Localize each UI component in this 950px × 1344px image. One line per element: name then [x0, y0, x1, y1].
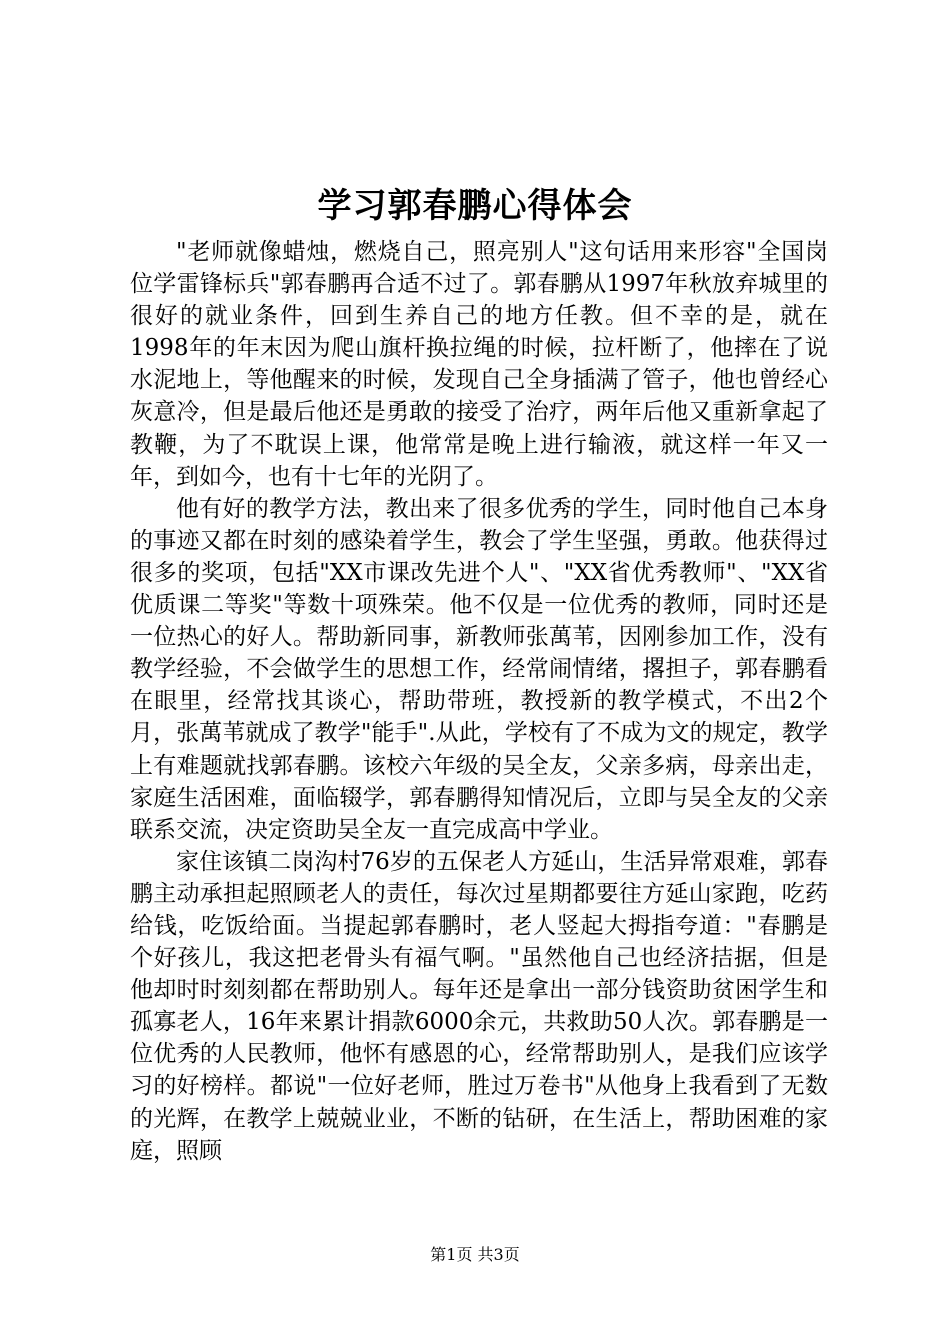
page-footer: 第1页 共3页 [430, 1245, 520, 1264]
paragraph-3: 家住该镇二岗沟村76岁的五保老人方延山，生活异常艰难，郭春鹏主动承担起照顾老人的责任，每次过星期都要往方延山家跑，吃药给钱，吃饭给面。当提起郭春鹏时，老人竖起大拇指夸道："春鹏是个好孩儿，我这把老骨头有福气啊。"虽然他自己也经济拮据，但是他却时时刻刻都在帮助别人。每年还是拿出一部分钱资助贫困学生和孤寡老人，16年来累计捐款6000余元，共救助50人次。郭春鹏是一位优秀的人民教师，他怀有感恩的心，经常帮助别人，是我们应该学习的好榜样。都说"一位好老师，胜过万卷书"从他身上我看到了无数的光辉，在教学上兢兢业业，不断的钻研，在生活上，帮助困难的家庭，照顾 [130, 848, 828, 1164]
paragraph-1: "老师就像蜡烛，燃烧自己，照亮别人"这句话用来形容"全国岗位学雷锋标兵"郭春鹏再合适不过了。郭春鹏从1997年秋放弃城里的很好的就业条件，回到生养自己的地方任教。但不幸的是，就在1998年的年末因为爬山旗杆换拉绳的时候，拉杆断了，他摔在了说水泥地上，等他醒来的时候，发现自己全身插满了管子，他也曾经心灰意冷，但是最后他还是勇敢的接受了治疗，两年后他又重新拿起了教鞭，为了不耽误上课，他常常是晚上进行输液，就这样一年又一年，到如今，也有十七年的光阴了。 [130, 239, 828, 490]
paragraph-2: 他有好的教学方法，教出来了很多优秀的学生，同时他自己本身的事迹又都在时刻的感染着学生，教会了学生坚强，勇敢。他获得过很多的奖项，包括"XX市课改先进个人"、"XX省优秀教师"、"XX省优质课二等奖"等数十项殊荣。他不仅是一位优秀的教师，同时还是一位热心的好人。帮助新同事，新教师张萬苇，因刚参加工作，没有教学经验，不会做学生的思想工作，经常闹情绪，撂担子，郭春鹏看在眼里，经常找其谈心，帮助带班，教授新的教学模式，不出2个月，张萬苇就成了教学"能手".从此，学校有了不成为文的规定，教学上有难题就找郭春鹏。该校六年级的吴全友，父亲多病，母亲出走，家庭生活困难，面临辍学，郭春鹏得知情况后，立即与吴全友的父亲联系交流，决定资助吴全友一直完成高中学业。 [130, 495, 828, 843]
document-title: 学习郭春鹏心得体会 [317, 186, 633, 226]
document-body [130, 236, 828, 1167]
